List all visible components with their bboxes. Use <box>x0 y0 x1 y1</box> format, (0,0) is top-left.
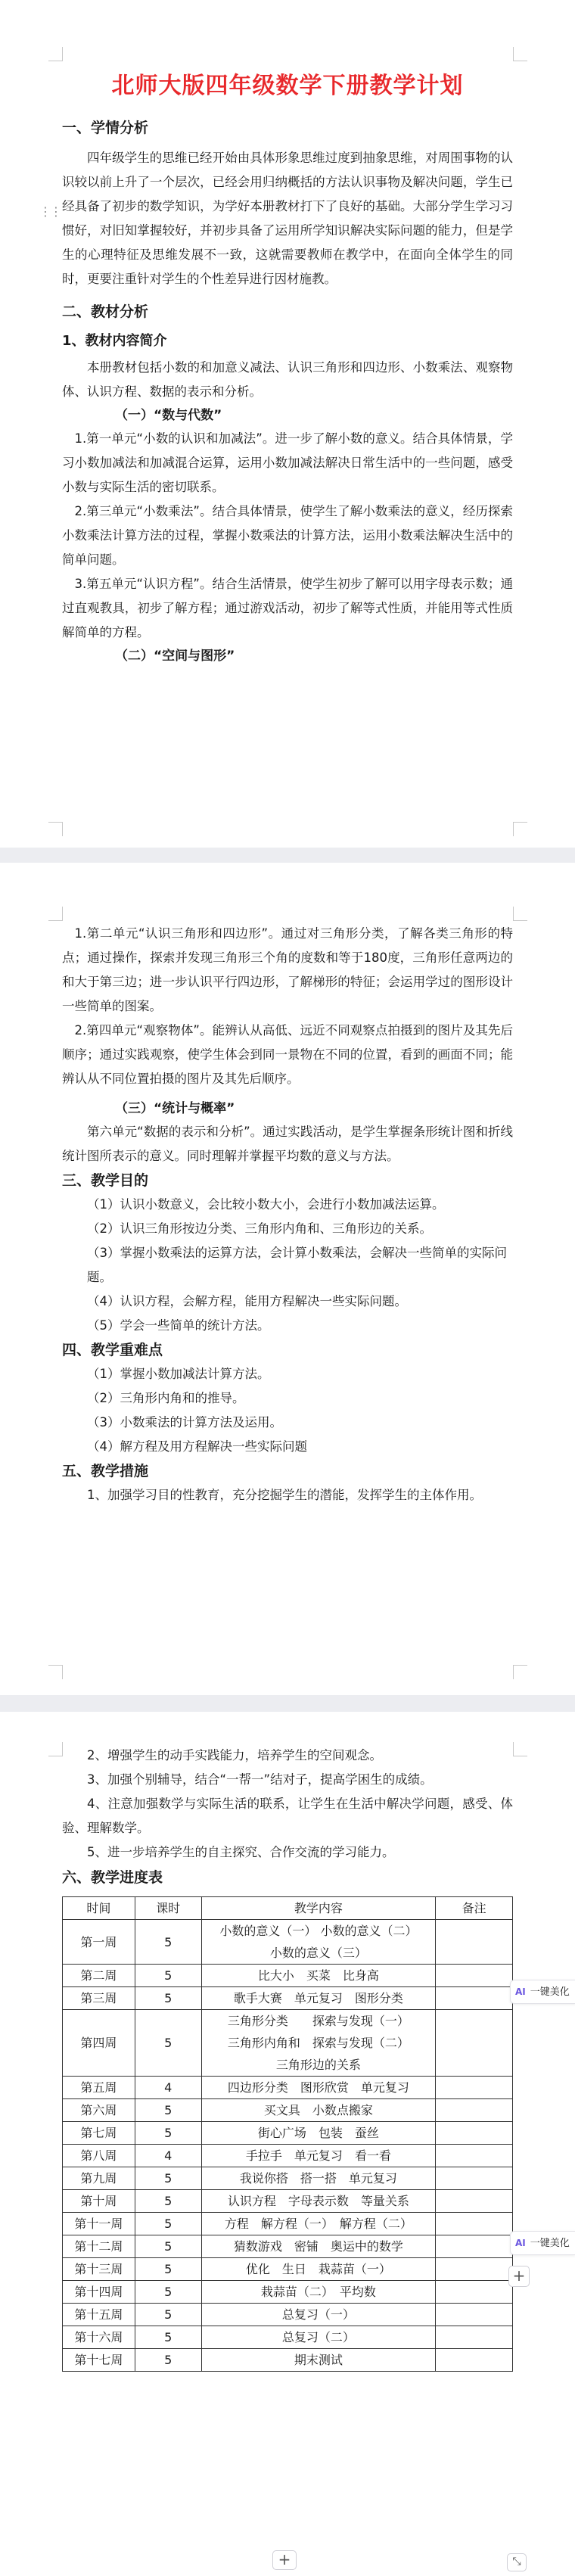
crop-mark <box>513 1742 527 1756</box>
crop-mark <box>48 1665 63 1679</box>
cell-content[interactable] <box>201 2258 435 2281</box>
cell-hours[interactable]: 4 <box>135 2077 201 2099</box>
cell-week[interactable]: 第七周 <box>63 2122 135 2145</box>
cell-content[interactable] <box>201 2326 435 2349</box>
unit-paragraph[interactable]: 1.第一单元“小数的认识和加减法”。进一步了解小数的意义。结合具体情景，学习小数加减法和加减混合运算，运用小数加减法解决日常生活中的一些问题，感受小数与实际生活的密切联系。 <box>62 431 513 494</box>
goal-item[interactable]: （1）认识小数意义，会比较小数大小，会进行小数加减法运算。 <box>87 1197 445 1212</box>
table-row <box>63 2235 513 2258</box>
cell-week[interactable]: 第二周 <box>63 1965 135 1987</box>
cell-content[interactable] <box>201 1920 435 1965</box>
cell-hours[interactable]: 5 <box>135 2326 201 2349</box>
cell-note[interactable] <box>436 2349 513 2372</box>
cell-note[interactable] <box>436 2167 513 2190</box>
measure-item[interactable]: 2、增强学生的动手实践能力，培养学生的空间观念。 <box>87 1748 382 1762</box>
ai-beautify-label: 一键美化 <box>530 1986 570 1998</box>
column-header-note[interactable]: 备注 <box>436 1897 513 1920</box>
cell-week[interactable]: 第十四周 <box>63 2281 135 2304</box>
cell-note[interactable] <box>436 1965 513 1987</box>
section-heading-teaching-goals[interactable]: 三、教学目的 <box>62 1172 149 1189</box>
ai-beautify-label: 一键美化 <box>530 2238 570 2249</box>
cell-note[interactable] <box>436 2213 513 2235</box>
table-header-row <box>63 1897 513 1920</box>
cell-content[interactable] <box>201 2281 435 2304</box>
section-heading-textbook-analysis[interactable]: 二、教材分析 <box>62 303 149 320</box>
cell-hours[interactable]: 5 <box>135 2122 201 2145</box>
cell-note[interactable] <box>436 2304 513 2326</box>
statistics-paragraph[interactable]: 第六单元“数据的表示和分析”。通过实践活动，是学生掌握条形统计图和折线统计图所表示的意义。同时理解并掌握平均数的意义与方法。 <box>62 1125 513 1163</box>
cell-hours[interactable]: 5 <box>135 2099 201 2122</box>
cell-content[interactable] <box>201 2145 435 2167</box>
unit-paragraph[interactable]: 1.第二单元“认识三角形和四边形”。通过对三角形分类，了解各类三角形的特点；通过操作，探索并发现三角形三个角的度数和等于180度，三角形任意两边的和大于第三边；进一步认识平行四边形，了解梯形的特征；会运用学过的图形设计一些简单的图案。 <box>62 926 513 1013</box>
crop-mark <box>513 47 527 61</box>
cell-week[interactable]: 第八周 <box>63 2145 135 2167</box>
cell-week[interactable]: 第十一周 <box>63 2213 135 2235</box>
cell-content[interactable] <box>201 1987 435 2010</box>
cell-content[interactable] <box>201 2190 435 2213</box>
cell-hours[interactable]: 5 <box>135 2010 201 2077</box>
cell-hours[interactable]: 5 <box>135 1965 201 1987</box>
content-intro-paragraph[interactable]: 本册教材包括小数的和加意义减法、认识三角形和四边形、小数乘法、观察物体、认识方程、数据的表示和分析。 <box>62 360 513 399</box>
goal-item[interactable]: （5）学会一些简单的统计方法。 <box>87 1318 270 1333</box>
content-line: 手拉手 单元复习 看一看 <box>245 2148 391 2163</box>
content-line: 歌手大赛 单元复习 图形分类 <box>233 1991 403 2005</box>
content-line: 期末测试 <box>294 2353 343 2367</box>
crop-mark <box>513 907 527 921</box>
ai-beautify-button[interactable] <box>510 1980 575 2004</box>
add-block-button[interactable]: + <box>508 2266 530 2287</box>
content-line: 小数的意义（三） <box>269 1946 367 1960</box>
cell-hours[interactable]: 5 <box>135 1920 201 1965</box>
crop-mark <box>513 1665 527 1679</box>
document-title[interactable]: 北师大版四年级数学下册教学计划 <box>111 73 464 99</box>
cell-note[interactable] <box>436 2258 513 2281</box>
section-heading-schedule[interactable]: 六、教学进度表 <box>62 1869 163 1886</box>
document-page-1 <box>0 0 575 848</box>
cell-hours[interactable]: 5 <box>135 2213 201 2235</box>
cell-hours[interactable]: 5 <box>135 2167 201 2190</box>
content-line: 方程 解方程（一） 解方程（二） <box>224 2217 412 2231</box>
cell-hours[interactable]: 5 <box>135 2281 201 2304</box>
cell-content[interactable] <box>201 2122 435 2145</box>
add-page-button[interactable]: + <box>272 2550 297 2570</box>
table-row <box>63 2258 513 2281</box>
table-row <box>63 2145 513 2167</box>
measure-item[interactable]: 5、进一步培养学生的自主探究、合作交流的学习能力。 <box>87 1845 395 1859</box>
table-row <box>63 2326 513 2349</box>
table-row <box>63 2213 513 2235</box>
crop-mark <box>48 822 63 836</box>
table-row <box>63 2010 513 2077</box>
content-line: 买文具 小数点搬家 <box>263 2103 373 2117</box>
content-line: 认识方程 字母表示数 等量关系 <box>227 2194 409 2208</box>
part-title-number-algebra[interactable]: （一）“数与代数” <box>115 408 222 423</box>
cell-hours[interactable]: 5 <box>135 2235 201 2258</box>
cell-hours[interactable]: 5 <box>135 2190 201 2213</box>
cell-week[interactable]: 第十二周 <box>63 2235 135 2258</box>
key-point-item[interactable]: （4）解方程及用方程解决一些实际问题 <box>87 1439 307 1454</box>
cell-hours[interactable]: 4 <box>135 2145 201 2167</box>
cell-hours[interactable]: 5 <box>135 2349 201 2372</box>
content-line: 栽蒜苗（二） 平均数 <box>260 2285 376 2299</box>
cell-week[interactable]: 第十周 <box>63 2190 135 2213</box>
ai-icon: AI <box>515 2238 526 2248</box>
part-title-space-shape[interactable]: （二）“空间与图形” <box>115 649 235 664</box>
column-header-time[interactable]: 时间 <box>63 1897 135 1920</box>
content-line: 三角形分类 探索与发现（一） <box>227 2014 409 2028</box>
cell-week[interactable]: 第十六周 <box>63 2326 135 2349</box>
table-row <box>63 2349 513 2372</box>
unit-paragraph[interactable]: 2.第三单元“小数乘法”。结合具体情景，使学生了解小数乘法的意义，经历探索小数乘法计算方法的过程，掌握小数乘法的计算方法，运用小数乘法解决生活中的简单问题。 <box>62 504 513 567</box>
unit-paragraph[interactable]: 3.第五单元“认识方程”。结合生活情景，使学生初步了解可以用字母表示数；通过直观教具，初步了解方程；通过游戏活动，初步了解等式性质，并能用等式性质解简单的方程。 <box>62 577 513 639</box>
learning-analysis-paragraph[interactable]: 四年级学生的思维已经开始由具体形象思维过度到抽象思维，对周围事物的认识较以前上升了一个层次，已经会用归纳概括的方法认识事物及解决问题，学生已经具备了初步的数学知识，为学好本册教材打下了良好的基础。大部分学生学习习惯好，对旧知掌握较好，并初步具备了运用所学知识解决实际问题的能力，但是学生的心理特征及思维发展不一致，这就需要教师在教学中，在面向全体学生的同时，更要注重针对学生的个性差异进行因材施教。 <box>62 151 513 286</box>
cell-content[interactable] <box>201 2099 435 2122</box>
table-row <box>63 2099 513 2122</box>
crop-mark <box>48 47 63 61</box>
cell-week[interactable]: 第六周 <box>63 2099 135 2122</box>
table-row <box>63 2304 513 2326</box>
cell-content[interactable] <box>201 2304 435 2326</box>
crop-mark <box>513 822 527 836</box>
subheading-content-intro[interactable]: 1、教材内容简介 <box>62 333 167 349</box>
cell-content[interactable] <box>201 2213 435 2235</box>
content-line: 比大小 买菜 比身高 <box>257 1968 379 1983</box>
cell-hours[interactable]: 5 <box>135 2304 201 2326</box>
cell-hours[interactable]: 5 <box>135 2258 201 2281</box>
content-line: 街心广场 包装 蚕丝 <box>257 2126 379 2140</box>
cell-week[interactable]: 第四周 <box>63 2010 135 2077</box>
schedule-table-body <box>63 1920 513 2372</box>
key-point-item[interactable]: （1）掌握小数加减法计算方法。 <box>87 1367 270 1381</box>
ai-icon: AI <box>515 1986 526 1997</box>
cell-week[interactable]: 第十五周 <box>63 2304 135 2326</box>
content-line: 猜数游戏 密铺 奥运中的数学 <box>233 2239 403 2254</box>
cell-note[interactable] <box>436 1987 513 2010</box>
measure-item[interactable]: 3、加强个别辅导，结合“一帮一”结对子，提高学困生的成绩。 <box>87 1772 433 1787</box>
table-row <box>63 1920 513 1965</box>
cell-week[interactable]: 第九周 <box>63 2167 135 2190</box>
cell-hours[interactable]: 5 <box>135 1987 201 2010</box>
cell-content[interactable] <box>201 2235 435 2258</box>
key-point-item[interactable]: （3）小数乘法的计算方法及运用。 <box>87 1415 282 1430</box>
content-line: 三角形内角和 探索与发现（二） <box>227 2036 409 2050</box>
goal-item[interactable]: （4）认识方程，会解方程，能用方程解决一些实际问题。 <box>87 1294 407 1308</box>
cell-note[interactable] <box>436 2077 513 2099</box>
cell-week[interactable]: 第十七周 <box>63 2349 135 2372</box>
content-line: 总复习（二） <box>281 2330 355 2344</box>
column-header-hours[interactable]: 课时 <box>135 1897 201 1920</box>
drag-handle-icon[interactable]: ⋮⋮ <box>39 204 61 219</box>
unit-paragraph[interactable]: 2.第四单元“观察物体”。能辨认从高低、远近不同观察点拍摄到的图片及其先后顺序；通过实践观察，使学生体会到同一景物在不同的位置，看到的画面不同；能辨认从不同位置拍摄的图片及其先后顺序。 <box>62 1023 513 1086</box>
crop-mark <box>48 907 63 921</box>
content-line: 四边形分类 图形欣赏 单元复习 <box>227 2080 409 2095</box>
document-page-3 <box>0 1712 575 2576</box>
table-row <box>63 2077 513 2099</box>
section-heading-learning-analysis[interactable]: 一、学情分析 <box>62 120 149 136</box>
cell-note[interactable] <box>436 2281 513 2304</box>
table-row <box>63 2190 513 2213</box>
part-title-statistics[interactable]: （三）“统计与概率” <box>115 1101 235 1116</box>
content-line: 我说你搭 搭一搭 单元复习 <box>239 2171 397 2186</box>
content-line: 优化 生日 栽蒜苗（一） <box>245 2262 391 2276</box>
cell-content[interactable] <box>201 2349 435 2372</box>
cell-content[interactable] <box>201 2077 435 2099</box>
cell-week[interactable]: 第五周 <box>63 2077 135 2099</box>
measure-item[interactable]: 1、加强学习目的性教育，充分挖掘学生的潜能，发挥学生的主体作用。 <box>87 1488 482 1502</box>
cell-note[interactable] <box>436 2235 513 2258</box>
document-page-2 <box>0 863 575 1695</box>
section-heading-teaching-measures[interactable]: 五、教学措施 <box>62 1463 149 1479</box>
ai-beautify-button[interactable] <box>510 2231 575 2255</box>
schedule-table <box>62 1896 513 2372</box>
cell-week[interactable]: 第一周 <box>63 1920 135 1965</box>
table-row <box>63 2167 513 2190</box>
cell-content[interactable] <box>201 2167 435 2190</box>
resize-icon[interactable]: ⤡ <box>507 2553 527 2571</box>
table-row <box>63 2281 513 2304</box>
cell-note[interactable] <box>436 2326 513 2349</box>
table-row <box>63 1987 513 2010</box>
cell-week[interactable]: 第十三周 <box>63 2258 135 2281</box>
cell-note[interactable] <box>436 2122 513 2145</box>
cell-note[interactable] <box>436 2099 513 2122</box>
content-line: 三角形边的关系 <box>275 2058 361 2072</box>
goal-item[interactable]: （3）掌握小数乘法的运算方法，会计算小数乘法，会解决一些简单的实际问题。 <box>87 1246 507 1284</box>
cell-note[interactable] <box>436 1920 513 1965</box>
cell-note[interactable] <box>436 2010 513 2077</box>
cell-week[interactable]: 第三周 <box>63 1987 135 2010</box>
table-row <box>63 1965 513 1987</box>
cell-content[interactable] <box>201 1965 435 1987</box>
goal-item[interactable]: （2）认识三角形按边分类、三角形内角和、三角形边的关系。 <box>87 1221 432 1236</box>
cell-content[interactable] <box>201 2010 435 2077</box>
column-header-content[interactable]: 教学内容 <box>201 1897 435 1920</box>
cell-note[interactable] <box>436 2190 513 2213</box>
section-heading-key-points[interactable]: 四、教学重难点 <box>62 1342 163 1358</box>
table-row <box>63 2122 513 2145</box>
crop-mark <box>48 1742 63 1756</box>
content-line: 小数的意义（一） 小数的意义（二） <box>219 1924 418 1938</box>
key-point-item[interactable]: （2）三角形内角和的推导。 <box>87 1391 245 1405</box>
cell-note[interactable] <box>436 2145 513 2167</box>
measure-item[interactable]: 4、注意加强数学与实际生活的联系，让学生在生活中解决学问题，感受、体验、理解数学。 <box>62 1797 513 1835</box>
content-line: 总复习（一） <box>281 2307 355 2322</box>
